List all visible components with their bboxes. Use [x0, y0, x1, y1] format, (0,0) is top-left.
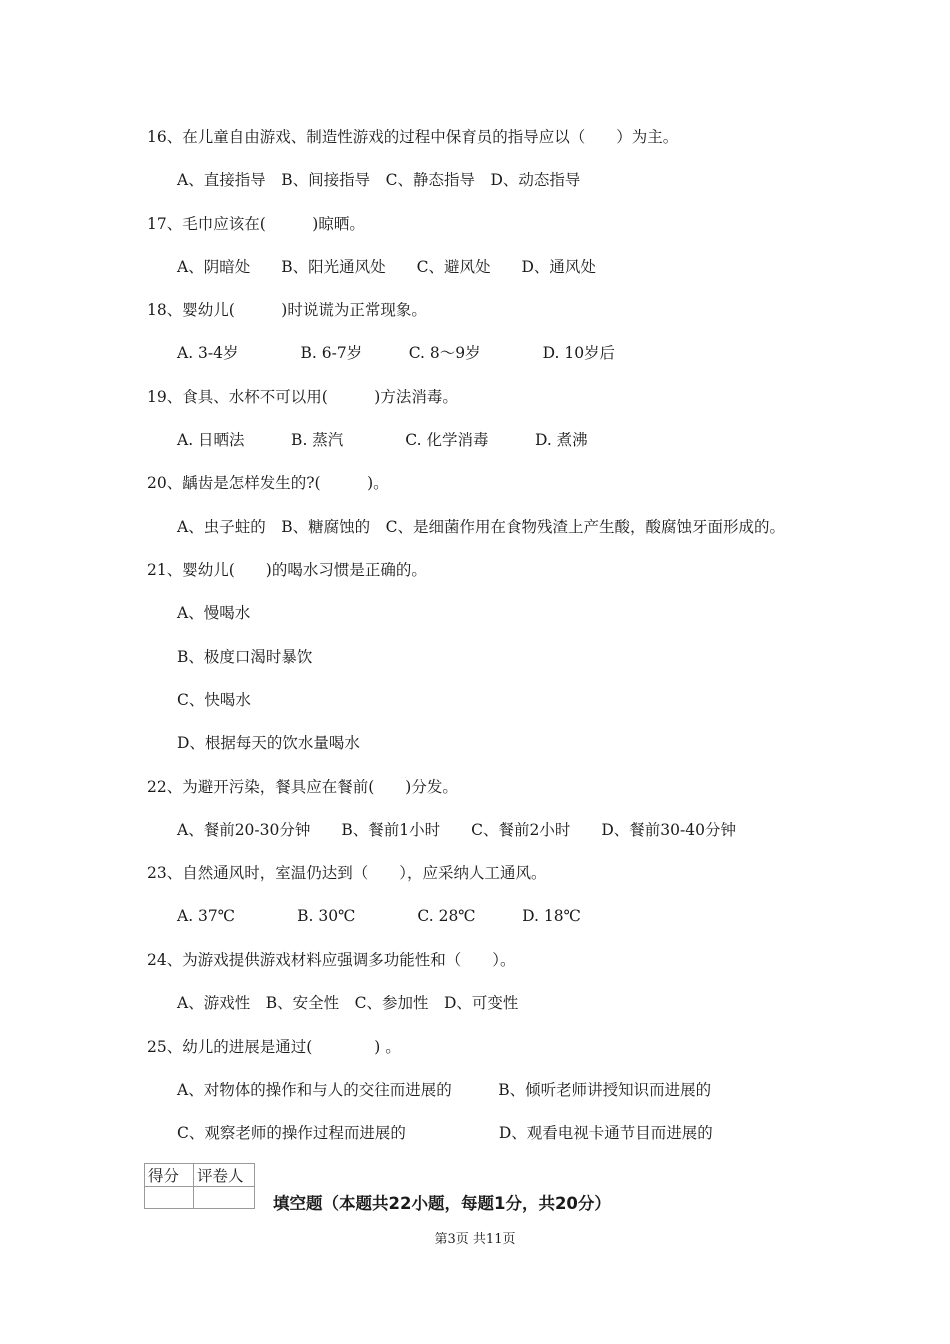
question-23-options: A. 37℃ B. 30℃ C. 28℃ D. 18℃ — [177, 907, 581, 925]
grader-label: 评卷人 — [194, 1164, 255, 1187]
question-21-option-a: A、慢喝水 — [177, 604, 251, 622]
question-21-option-b: B、极度口渴时暴饮 — [177, 648, 313, 666]
question-18: 18、婴幼儿( )时说谎为正常现象。 — [147, 301, 427, 319]
question-21-option-c: C、快喝水 — [177, 691, 251, 709]
question-16: 16、在儿童自由游戏、制造性游戏的过程中保育员的指导应以（ ）为主。 — [147, 128, 679, 146]
question-21-option-d: D、根据每天的饮水量喝水 — [177, 734, 360, 752]
question-17-options: A、阴暗处 B、阳光通风处 C、避风处 D、通风处 — [177, 258, 596, 276]
question-22-options: A、餐前20-30分钟 B、餐前1小时 C、餐前2小时 D、餐前30-40分钟 — [177, 821, 736, 839]
question-25-options-ab: A、对物体的操作和与人的交往而进展的 B、倾听老师讲授知识而进展的 — [177, 1081, 712, 1099]
section-title: 填空题（本题共22小题，每题1分，共20分） — [273, 1194, 611, 1213]
question-22: 22、为避开污染，餐具应在餐前( )分发。 — [147, 778, 458, 796]
question-24-options: A、游戏性 B、安全性 C、参加性 D、可变性 — [177, 994, 519, 1012]
question-25: 25、幼儿的进展是通过( ) 。 — [147, 1038, 401, 1056]
question-19: 19、食具、水杯不可以用( )方法消毒。 — [147, 388, 458, 406]
grader-cell[interactable] — [194, 1187, 255, 1209]
score-box — [144, 1163, 255, 1209]
question-18-options: A. 3-4岁 B. 6-7岁 C. 8～9岁 D. 10岁后 — [177, 344, 616, 362]
score-label: 得分 — [145, 1164, 194, 1187]
question-20: 20、龋齿是怎样发生的?( )。 — [147, 474, 389, 492]
question-16-options: A、直接指导 B、间接指导 C、静态指导 D、动态指导 — [177, 171, 581, 189]
score-cell[interactable] — [145, 1187, 194, 1209]
question-25-options-cd: C、观察老师的操作过程而进展的 D、观看电视卡通节目而进展的 — [177, 1124, 713, 1142]
question-20-options: A、虫子蛀的 B、糖腐蚀的 C、是细菌作用在食物残渣上产生酸，酸腐蚀牙面形成的。 — [177, 518, 785, 536]
page-footer: 第3页 共11页 — [434, 1232, 516, 1247]
question-24: 24、为游戏提供游戏材料应强调多功能性和（ ）。 — [147, 951, 516, 969]
question-19-options: A. 日晒法 B. 蒸汽 C. 化学消毒 D. 煮沸 — [177, 431, 588, 449]
question-23: 23、自然通风时，室温仍达到（ ），应采纳人工通风。 — [147, 864, 547, 882]
question-21: 21、婴幼儿( )的喝水习惯是正确的。 — [147, 561, 427, 579]
question-17: 17、毛巾应该在( )晾晒。 — [147, 215, 365, 233]
